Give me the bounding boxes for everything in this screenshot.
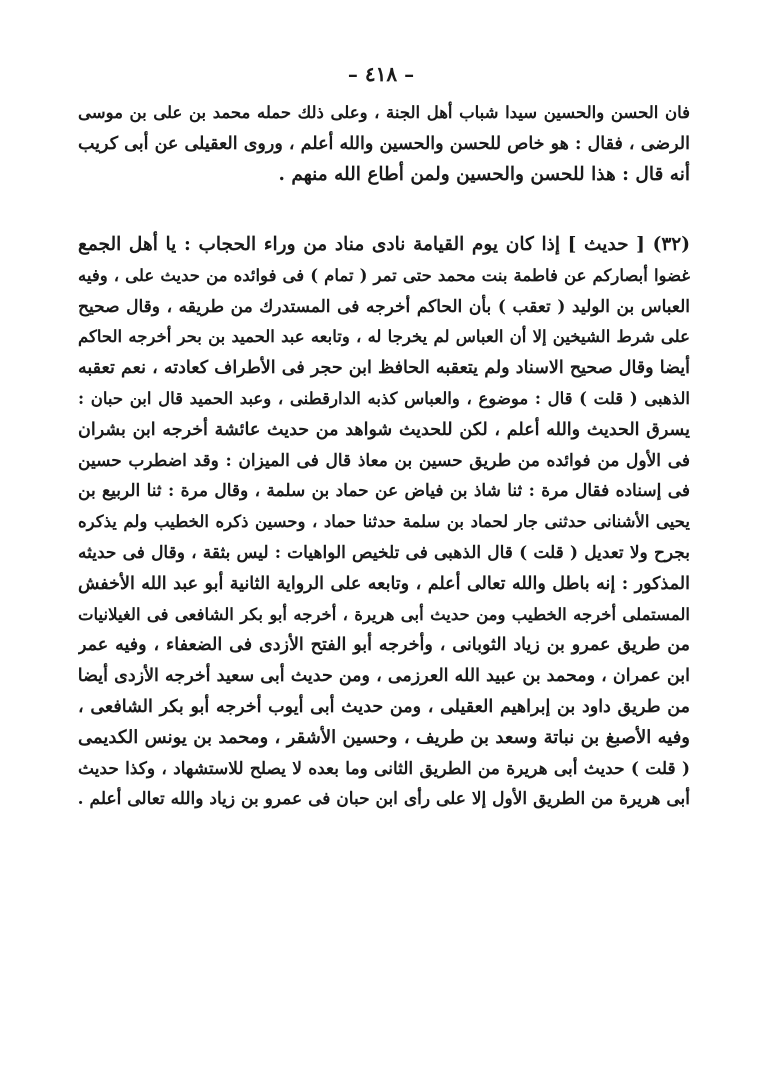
text-line: ابن عمران ، ومحمد بن عبيد الله العرزمى ، ومن حديث أبى سعيد أخرجه الأزدى أيضا bbox=[78, 666, 690, 687]
text-line: من طريق عمرو بن زياد الثوبانى ، وأخرجه أبو الفتح الأزدى فى الضعفاء ، وفيه عمر bbox=[78, 635, 690, 656]
text-line: يحيى الأشنانى حدثنى جار لحماد بن سلمة حدثنا حماد ، وحسين ذكره الخطيب ولم يذكره bbox=[78, 512, 690, 532]
text-line: على شرط الشيخين إلا أن العباس لم يخرجا له ، وتابعه عبد الحميد بن بحر أخرجه الحاكم bbox=[78, 327, 690, 347]
text-line: فى الأول من فوائده من طريق حسين بن معاذ قال فى الميزان : وقد اضطرب حسين bbox=[78, 450, 690, 471]
text-line: فان الحسن والحسين سيدا شباب أهل الجنة ، وعلى ذلك حمله محمد بن على بن موسى bbox=[78, 103, 690, 122]
text-line: أبى هريرة من الطريق الأول إلا على رأى ابن حبان فى عمرو بن زياد والله تعالى أعلم . bbox=[78, 789, 690, 810]
text-line: وفيه الأصبغ بن نباتة وسعد بن طريف ، وحسين الأشقر ، ومحمد بن يونس الكديمى bbox=[78, 726, 690, 748]
hadith-32-paragraph bbox=[78, 230, 690, 815]
text-line: الرضى ، فقال : هو خاص للحسن والحسين والله أعلم ، وروى العقيلى عن أبى كريب bbox=[78, 133, 690, 154]
page-number: – ٤١٨ – bbox=[347, 62, 415, 86]
text-line: فى إسناده فقال مرة : ثنا شاذ بن فياض عن حماد بن سلمة ، وقال مرة : ثنا الربيع بن bbox=[78, 481, 690, 502]
text-line: غضوا أبصاركم عن فاطمة بنت محمد حتى تمر ( تمام ) فى فوائده من حديث على ، وفيه bbox=[78, 265, 690, 285]
text-line: المذكور : إنه باطل والله تعالى أعلم ، وتابعه على الرواية الثانية أبو عبد الله الأخفش bbox=[78, 573, 690, 594]
text-line: الذهبى ( قلت ) قال : موضوع ، والعباس كذبه الدارقطنى ، وعبد الحميد قال ابن حبان : bbox=[78, 388, 690, 408]
text-line: العباس بن الوليد ( تعقب ) بأن الحاكم أخرجه فى المستدرك من طريقه ، وقال صحيح bbox=[78, 296, 690, 317]
text-line: ( قلت ) حديث أبى هريرة من الطريق الثانى وما بعده لا يصلح للاستشهاد ، وكذا حديث bbox=[78, 758, 690, 779]
text-line: بجرح ولا تعديل ( قلت ) قال الذهبى فى تلخيص الواهيات : ليس بثقة ، وقال فى حديثه bbox=[78, 542, 690, 563]
text-line: أيضا وقال صحيح الاسناد ولم يتعقبه الحافظ ابن حجر فى الأطراف كعادته ، نعم تعقبه bbox=[78, 358, 690, 379]
text-line: المستملى أخرجه الخطيب ومن حديث أبى هريرة ، أخرجه أبو بكر الشافعى فى الغيلانيات bbox=[78, 604, 690, 624]
text-line: يسرق الحديث والله أعلم ، لكن للحديث شواهد من حديث عائشة أخرجه ابن بشران bbox=[78, 419, 690, 440]
intro-paragraph bbox=[78, 98, 690, 190]
text-line: أنه قال : هذا للحسن والحسين ولمن أطاع الله منهم . bbox=[278, 163, 690, 185]
text-line: (٣٢) [ حديث ] إذا كان يوم القيامة نادى مناد من وراء الحجاب : يا أهل الجمع bbox=[78, 234, 690, 255]
text-line: من طريق داود بن إبراهيم العقيلى ، ومن حديث أبى أيوب أخرجه أبو بكر الشافعى ، bbox=[78, 696, 690, 717]
